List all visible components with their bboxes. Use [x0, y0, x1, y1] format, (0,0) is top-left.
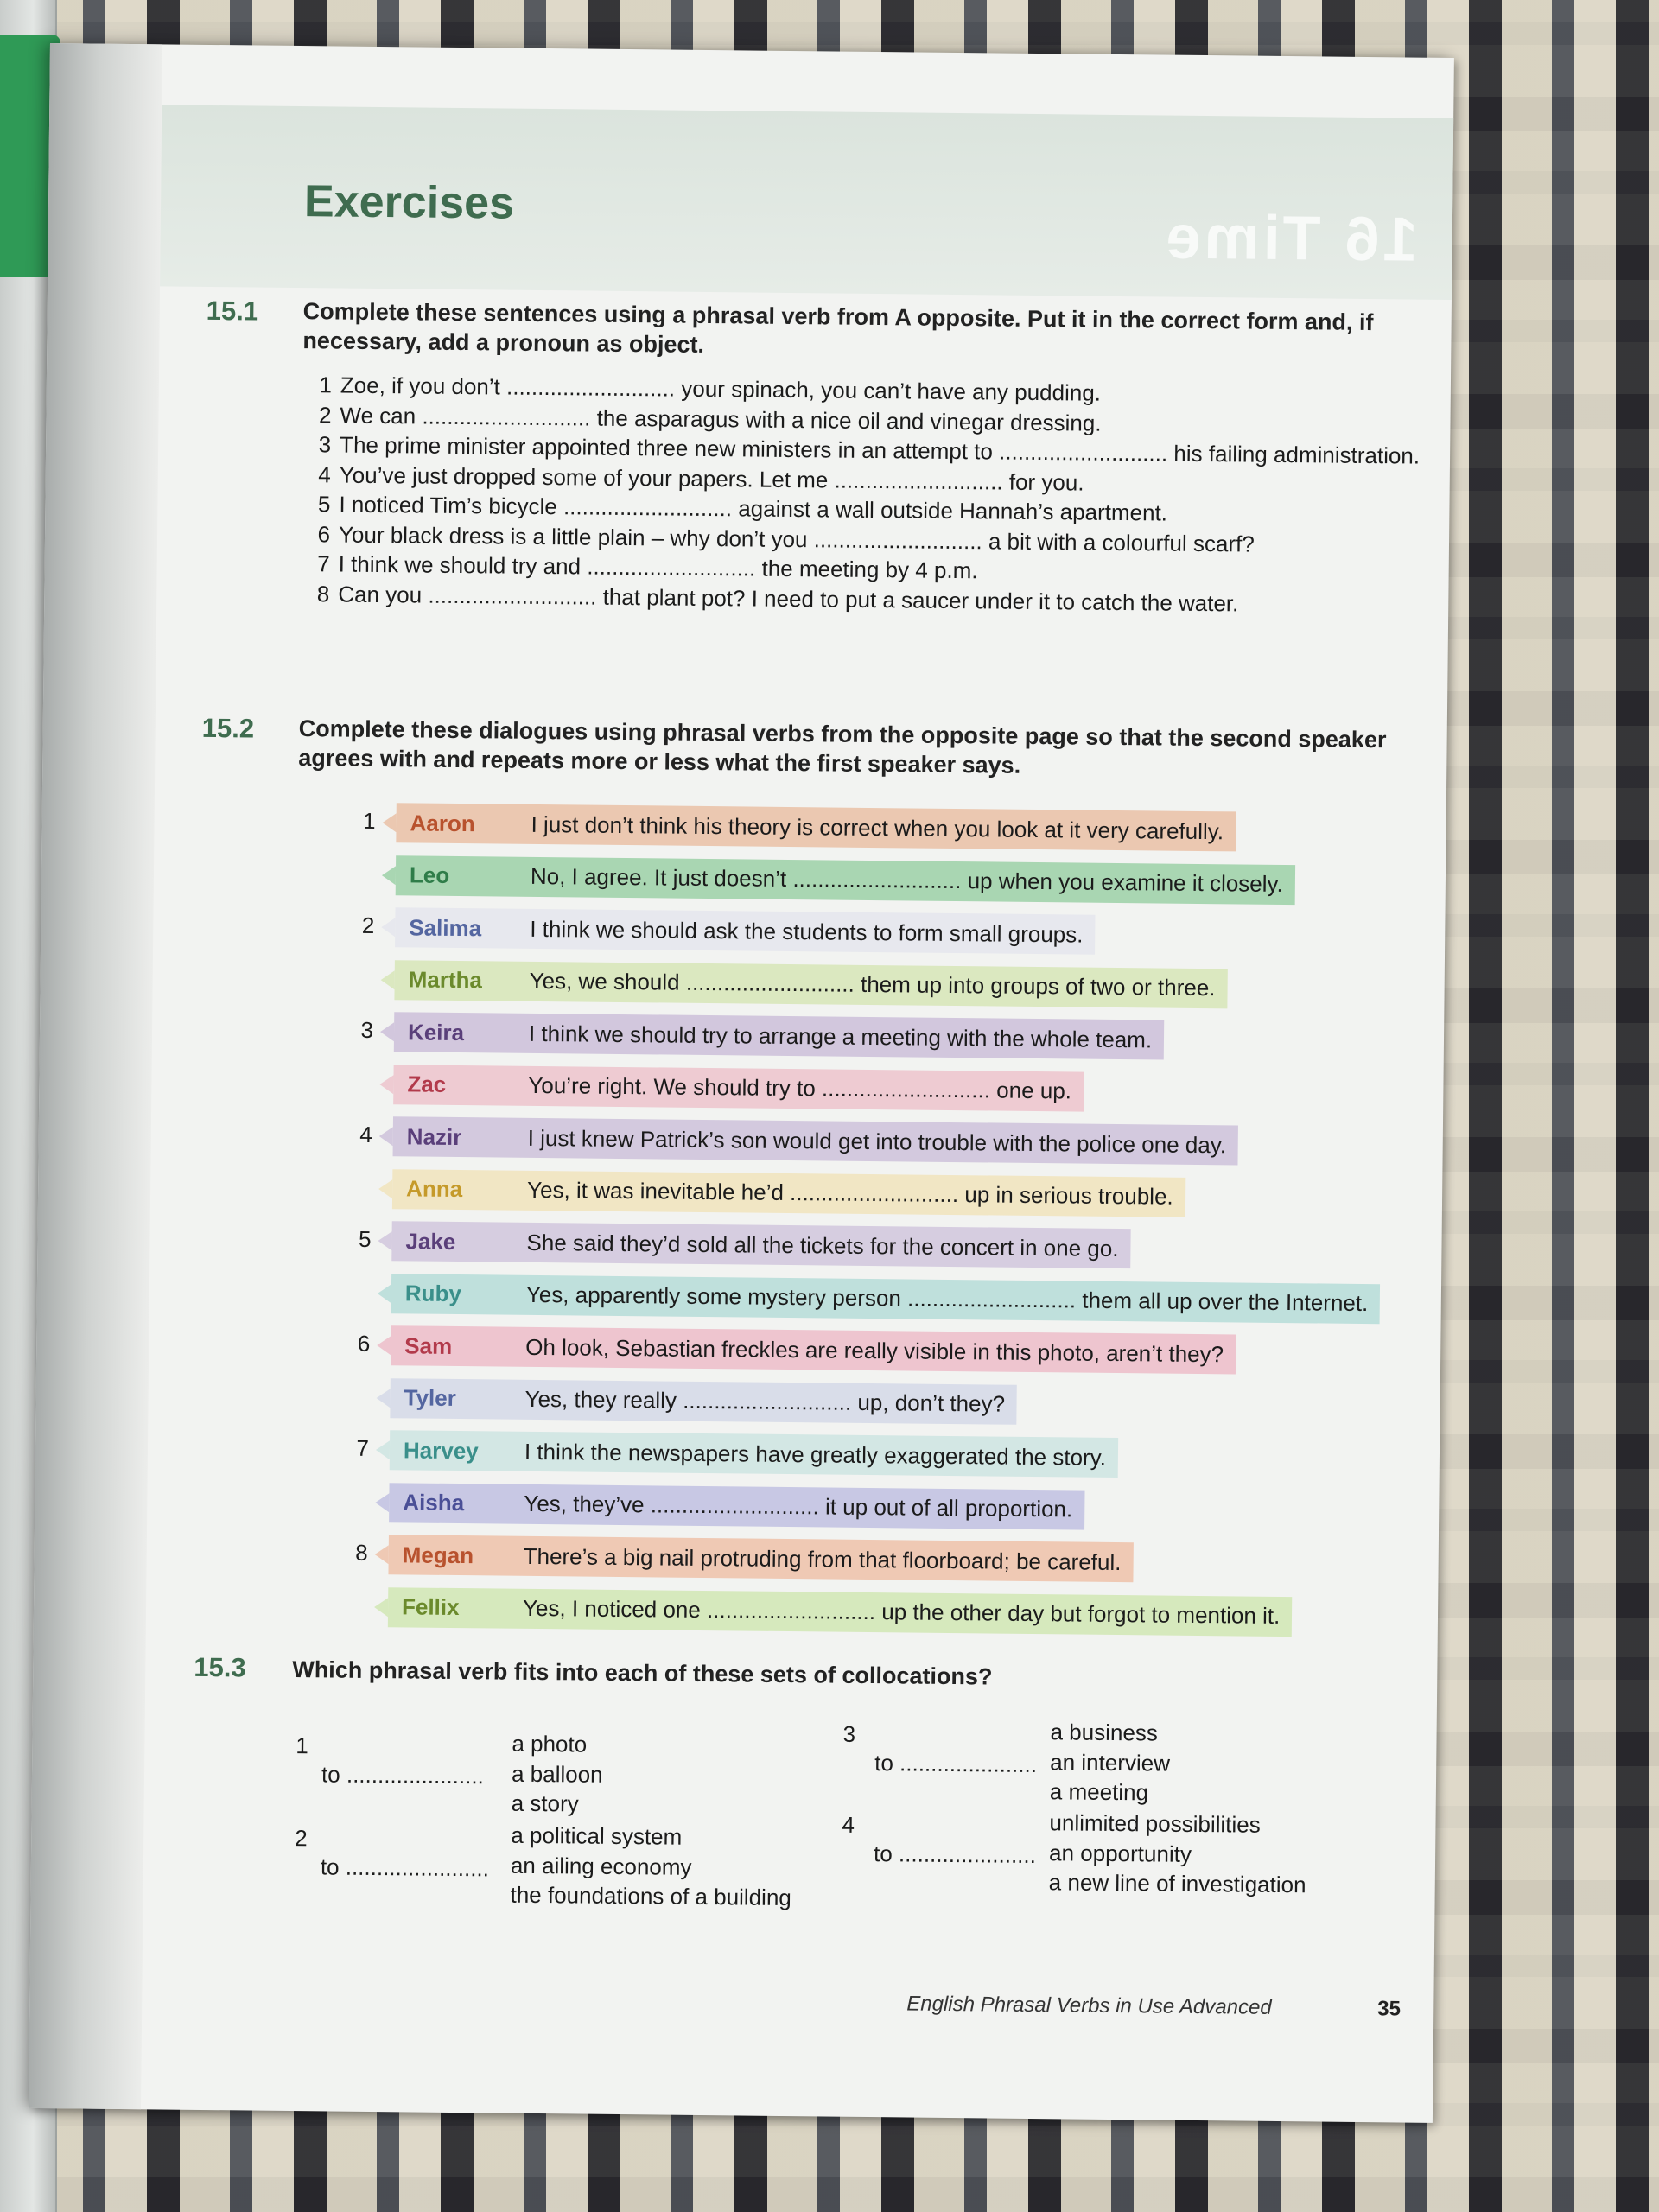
answer-blank[interactable]: ...........................	[505, 373, 676, 402]
item-text-before: Your black dress is a little plain – why don’t you	[338, 521, 814, 552]
speech-text: Yes, it was inevitable he’d ........................... up in serious trouble.	[526, 1176, 1173, 1210]
speech-bubble	[396, 855, 1295, 905]
section-15-1-items	[300, 370, 1426, 620]
item-number: 6	[317, 520, 331, 547]
speech-text: You’re right. We should try to ........................... one up.	[528, 1071, 1072, 1104]
item-number: 1	[319, 372, 333, 398]
collocation-set-number: 2	[295, 1825, 308, 1852]
speaker-name: Aaron	[410, 809, 475, 836]
speech-text: I think we should try to arrange a meeting with the whole team.	[528, 1020, 1153, 1052]
speech-text: Yes, they really ........................... up, don’t they?	[524, 1385, 1006, 1417]
item-text-after: against a wall outside Hannah’s apartment.	[731, 495, 1168, 526]
speaker-name: Sam	[404, 1332, 453, 1359]
collocation-item: a business	[1050, 1719, 1159, 1746]
item-text-after: the asparagus with a nice oil and vinegar dressing.	[590, 404, 1102, 436]
speech-bubble	[391, 1325, 1236, 1374]
speaker-name: Aisha	[403, 1489, 465, 1516]
speech-text: I just don’t think his theory is correct when you look at it very carefully.	[531, 810, 1224, 844]
speaker-name: Salima	[409, 913, 482, 941]
speech-text: I just knew Patrick’s son would get into trouble with the police one day.	[527, 1124, 1227, 1158]
item-text-after: his failing administration.	[1167, 440, 1421, 469]
speaker-name: Leo	[409, 861, 450, 888]
collocation-item: an opportunity	[1048, 1839, 1192, 1867]
speaker-name: Nazir	[406, 1122, 462, 1150]
item-number: 7	[317, 550, 330, 577]
collocation-item: unlimited possibilities	[1049, 1809, 1261, 1838]
speech-text: I think the newspapers have greatly exaggerated the story.	[524, 1438, 1107, 1471]
answer-blank[interactable]: ...........................	[998, 438, 1168, 467]
collocation-answer-blank[interactable]: to .......................	[320, 1853, 490, 1882]
speech-bubble	[391, 1221, 1131, 1268]
footer-book-title: English Phrasal Verbs in Use Advanced	[906, 1992, 1272, 2019]
speech-text: No, I agree. It just doesn’t ........................... up when you examine it closely.	[530, 862, 1283, 897]
speech-text: I think we should ask the students to form small groups.	[530, 915, 1084, 948]
speech-bubble	[390, 1378, 1017, 1425]
speaker-name: Anna	[405, 1175, 463, 1203]
item-text-before: Zoe, if you don’t	[340, 372, 507, 400]
speech-bubble	[390, 1430, 1118, 1478]
speaker-name: Martha	[408, 966, 483, 994]
book-page	[29, 43, 1454, 2123]
collocation-item: a meeting	[1049, 1778, 1149, 1806]
speech-text: Oh look, Sebastian freckles are really visible in this photo, aren’t they?	[525, 1333, 1224, 1367]
footer-page-number: 35	[1377, 1997, 1402, 2021]
collocation-answer-blank[interactable]: to ......................	[873, 1840, 1037, 1869]
page-gutter	[29, 43, 162, 2109]
item-text-after: that plant pot? I need to put a saucer under it to catch the water.	[596, 583, 1239, 616]
collocation-item: a political system	[511, 1821, 683, 1850]
speech-bubble	[388, 1535, 1133, 1582]
speech-bubble	[393, 1065, 1084, 1111]
collocation-answer-blank[interactable]: to ......................	[321, 1761, 485, 1789]
speech-text: Yes, I noticed one ........................... up the other day but forgot to mention it.	[522, 1594, 1281, 1630]
section-15-2-instruction: Complete these dialogues using phrasal verbs from the opposite page so that the second speaker agrees with and repeats more or less what the first speaker says.	[298, 715, 1387, 779]
speech-bubble	[389, 1483, 1084, 1529]
speech-text: She said they’d sold all the tickets for the concert in one go.	[526, 1229, 1119, 1262]
speaker-name: Tyler	[404, 1384, 456, 1412]
dialogue-number: 3	[360, 1016, 374, 1043]
speaker-name: Zac	[407, 1071, 447, 1097]
item-text-after: a bit with a colourful scarf?	[982, 527, 1255, 557]
collocation-item: an interview	[1050, 1748, 1171, 1777]
item-text-before: You’ve just dropped some of your papers. Let me	[339, 461, 835, 493]
item-text-after: your spinach, you can’t have any pudding.	[674, 375, 1102, 406]
collocation-answer-blank[interactable]: to ......................	[874, 1750, 1038, 1778]
collocation-item: the foundations of a building	[510, 1881, 791, 1911]
item-text-before: Can you	[338, 581, 429, 608]
section-15-2-number: 15.2	[201, 712, 255, 744]
speaker-name: Ruby	[404, 1280, 462, 1307]
section-15-3-number: 15.3	[194, 1651, 246, 1683]
answer-blank[interactable]: ...........................	[834, 467, 1003, 495]
item-number: 4	[318, 461, 331, 487]
item-text-before: I think we should try and	[338, 550, 588, 580]
speech-bubble	[395, 907, 1096, 954]
speaker-name: Megan	[402, 1541, 474, 1568]
collocation-list	[512, 1729, 604, 1820]
speech-text: Yes, we should ........................... them up into groups of two or three.	[529, 967, 1216, 1001]
item-text-before: I noticed Tim’s bicycle	[339, 491, 564, 520]
answer-blank[interactable]: ...........................	[813, 525, 982, 554]
collocation-set-number: 1	[296, 1732, 309, 1759]
speaker-name: Keira	[407, 1018, 465, 1046]
speech-bubble	[394, 1012, 1165, 1059]
dialogue-number: 8	[355, 1539, 368, 1566]
speaker-name: Harvey	[403, 1436, 479, 1464]
dialogue-number: 4	[359, 1121, 372, 1147]
collocation-item: an ailing economy	[510, 1852, 692, 1880]
collocation-item: a balloon	[511, 1760, 603, 1788]
item-text-before: The prime minister appointed three new ministers in an attempt to	[339, 431, 1000, 465]
item-text-before: We can	[340, 402, 423, 429]
collocation-set-number: 3	[842, 1720, 856, 1747]
collocation-set-number: 4	[842, 1811, 855, 1838]
section-15-3-instruction: Which phrasal verb fits into each of these sets of collocations?	[292, 1656, 993, 1690]
speech-bubble	[393, 1116, 1239, 1165]
collocation-list	[510, 1821, 791, 1913]
dialogue-number: 1	[362, 807, 376, 834]
item-text-after: for you.	[1002, 468, 1084, 496]
answer-blank[interactable]: ...........................	[428, 582, 597, 610]
collocation-list	[1049, 1808, 1307, 1900]
dialogue-number: 5	[358, 1225, 372, 1252]
dialogue-number: 2	[361, 912, 375, 938]
collocation-item: a new line of investigation	[1048, 1869, 1306, 1898]
collocation-item: a story	[511, 1789, 579, 1817]
speech-bubble	[394, 960, 1227, 1008]
speech-bubble	[392, 1169, 1185, 1217]
page-title: Exercises	[303, 176, 515, 229]
item-number: 8	[316, 580, 330, 607]
item-number: 2	[318, 401, 332, 428]
collocation-list	[1050, 1717, 1171, 1808]
item-number: 3	[318, 431, 332, 458]
item-number: 5	[317, 491, 331, 518]
speaker-name: Fellix	[401, 1593, 460, 1621]
collocation-item: a photo	[512, 1730, 588, 1758]
dialogue-list	[293, 802, 1451, 1650]
section-15-1-number: 15.1	[206, 295, 259, 327]
answer-blank[interactable]: ...........................	[587, 553, 756, 582]
speech-text: Yes, they’ve ........................... it up out of all proportion.	[524, 1490, 1073, 1522]
answer-blank[interactable]: ...........................	[422, 403, 591, 431]
speaker-name: Jake	[405, 1227, 456, 1255]
dialogue-number: 7	[356, 1434, 370, 1461]
section-15-1-instruction: Complete these sentences using a phrasal verb from A opposite. Put it in the correct form and, if necessary, add a pronoun as object.	[302, 298, 1374, 358]
answer-blank[interactable]: ...........................	[563, 493, 733, 522]
dialogue-number: 6	[357, 1330, 371, 1357]
speech-text: There’s a big nail protruding from that floorboard; be careful.	[523, 1542, 1122, 1575]
speech-bubble	[388, 1587, 1293, 1637]
item-text-after: the meeting by 4 p.m.	[755, 555, 978, 584]
speech-bubble	[396, 803, 1236, 851]
dialogue-row	[293, 1586, 1443, 1650]
speech-text: Yes, apparently some mystery person ........................... them all up over the Internet.	[525, 1281, 1369, 1317]
show-through-title: 16 Time	[1162, 202, 1418, 275]
